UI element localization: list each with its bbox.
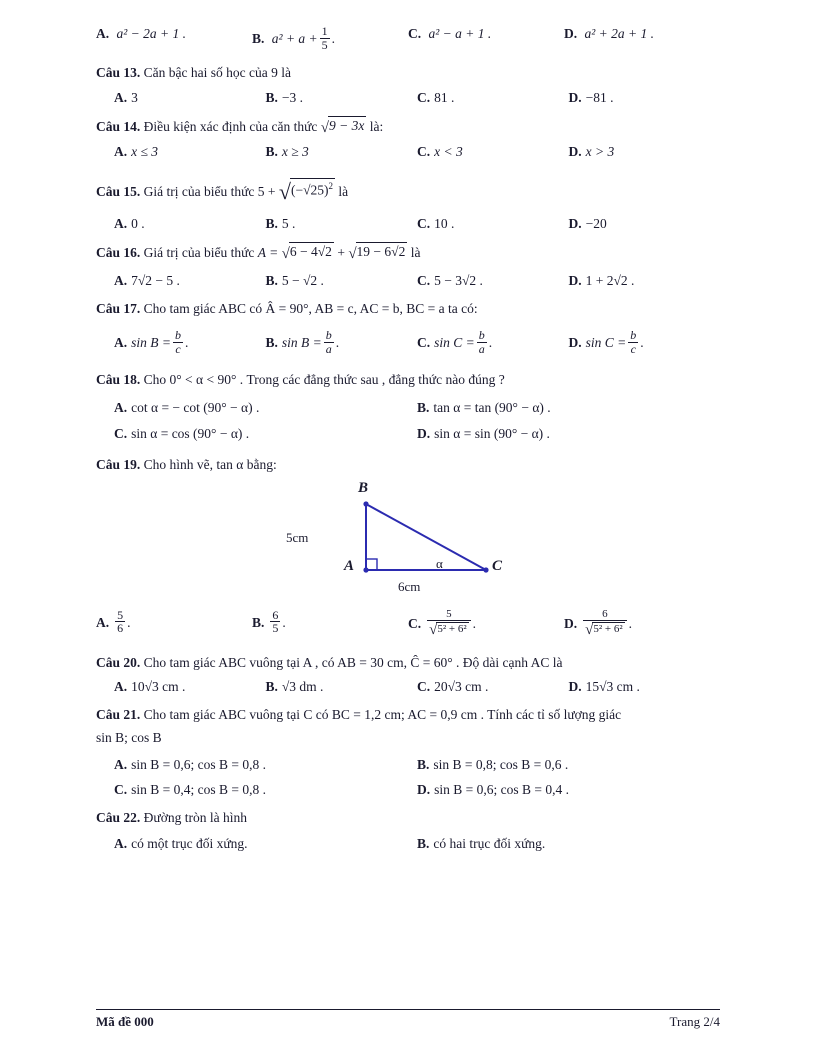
figure-vertex-a: A (344, 557, 355, 574)
option-b[interactable]: B. tan α = tan (90° − α) . (417, 399, 551, 415)
figure-side-left: 5cm (286, 529, 309, 545)
fraction: $\frac{6}{\text{√5² + 6²}}$ (583, 609, 627, 639)
question-19 (96, 456, 720, 474)
option-text: a² − a + 1 . (428, 26, 492, 41)
figure-vertex-c: C (492, 557, 503, 574)
exam-code: Mã đề 000 (96, 1014, 154, 1029)
question-22 (96, 809, 720, 827)
option-b[interactable]: B. √3 dm . (265, 678, 324, 694)
question-13 (96, 64, 720, 82)
option-b[interactable]: B. −3 . (265, 89, 304, 105)
option-text: a² + a + (271, 30, 318, 46)
option-a[interactable] (96, 26, 252, 53)
option-b[interactable]: B. sin B = 0,8; cos B = 0,6 . (417, 757, 569, 773)
fraction: $\frac{1}{5}$ (321, 24, 328, 52)
radical: √19 − 6√2 (348, 243, 406, 262)
option-b[interactable] (252, 26, 408, 53)
question-text: Điều kiện xác định của căn thức (143, 118, 318, 134)
option-c[interactable]: C. sin B = 0,4; cos B = 0,8 . (114, 782, 266, 798)
option-letter: B. (252, 30, 265, 46)
option-a[interactable]: A. sin B = 0,6; cos B = 0,8 . (114, 757, 266, 773)
question-label: Câu 14. (96, 118, 141, 134)
question-text: Cho tam giác ABC có Â = 90°, AB = c, AC = b, BC = a ta có: (143, 300, 478, 316)
option-a[interactable]: A. 3 (114, 89, 138, 105)
option-a[interactable]: A. sin B = $\frac{b}{c}$ . (114, 328, 189, 356)
q22-options (96, 836, 720, 852)
triangle-figure (96, 479, 720, 602)
option-a[interactable]: A. $\frac{5}{6}$ . (96, 607, 131, 636)
option-letter: A. (96, 26, 110, 41)
question-text-tail: là (410, 244, 421, 260)
page-content (96, 26, 720, 852)
option-letter: D. (564, 26, 578, 41)
option-d[interactable]: D. sin C = $\frac{b}{c}$ . (568, 328, 644, 356)
radical: √5² + 6² (429, 622, 467, 639)
question-label: Câu 19. (96, 456, 141, 472)
question-15 (96, 174, 720, 204)
q16-options (96, 273, 720, 289)
question-20 (96, 654, 720, 672)
figure-side-bottom: 6cm (398, 578, 421, 594)
question-text: Giá trị của biểu thức (143, 183, 255, 199)
fraction: $\frac{6}{5}$ (272, 607, 279, 636)
question-label: Câu 22. (96, 810, 141, 826)
question-16: Câu 16. Giá trị của biểu thức A = √6 − 4√2 + √19 − 6√2 là (96, 243, 421, 262)
option-d[interactable]: D. sin α = sin (90° − α) . (417, 425, 550, 441)
option-d[interactable]: D. −20 (568, 215, 607, 231)
page-footer (96, 1009, 720, 1030)
question-text: Cho hình vẽ, tan α bằng: (143, 456, 277, 472)
option-b[interactable]: B. 5 − √2 . (265, 272, 324, 288)
option-c[interactable]: C. 20√3 cm . (417, 678, 489, 694)
option-c[interactable]: C. 81 . (417, 89, 455, 105)
question-21 (96, 706, 720, 724)
radical: √9 − 3x (320, 117, 365, 136)
question-text: Cho 0° < α < 90° . Trong các đẳng thức sau , đẳng thức nào đúng ? (143, 372, 505, 388)
question-text: Cho tam giác ABC vuông tại A , có AB = 30 cm, Ĉ = 60° . Độ dài cạnh AC là (143, 654, 563, 670)
option-c[interactable]: C. x < 3 (417, 143, 463, 159)
fraction: $\frac{b}{a}$ (325, 328, 332, 356)
expression-name: A = (257, 244, 279, 260)
question-18 (96, 371, 720, 389)
option-c[interactable]: C. $\frac{5}{\text{√5² + 6²}}$ . (408, 607, 477, 639)
option-a[interactable]: A. 7√2 − 5 . (114, 272, 180, 288)
question-label: Câu 13. (96, 65, 141, 81)
question-14 (96, 117, 720, 137)
fraction: $\frac{b}{c}$ (630, 328, 637, 356)
q21-options-row1 (96, 757, 720, 773)
q20-options (96, 679, 720, 695)
q18-options-row1 (96, 400, 720, 416)
question-text-tail: là (338, 183, 349, 199)
fraction: $\frac{b}{c}$ (175, 328, 181, 356)
option-b[interactable]: B. sin B = $\frac{b}{a}$ . (265, 328, 340, 356)
option-d[interactable]: D. 1 + 2√2 . (568, 272, 635, 288)
fraction: $\frac{5}{6}$ (117, 607, 124, 636)
option-a[interactable]: A. 0 . (114, 215, 145, 231)
fraction: $\frac{5}{\text{√5² + 6²}}$ (427, 609, 471, 639)
radical: $√(-√25)^2$ (278, 178, 334, 204)
option-c[interactable]: C. sin C = $\frac{b}{a}$ . (417, 328, 493, 356)
figure-vertex-b: B (358, 479, 369, 496)
option-d[interactable]: D. $\frac{6}{\text{√5² + 6²}}$ . (564, 607, 633, 639)
option-d[interactable]: D. −81 . (568, 89, 614, 105)
page-number: Trang 2/4 (669, 1014, 720, 1029)
question-text: Đường tròn là hình (143, 810, 247, 826)
q21-options-row2 (96, 782, 720, 798)
option-c[interactable]: C. 5 − 3√2 . (417, 272, 483, 288)
option-letter: C. (408, 26, 422, 41)
option-a[interactable]: A. x ≤ 3 (114, 143, 159, 159)
q18-options-row2 (96, 426, 720, 442)
question-label: Câu 16. (96, 244, 141, 260)
q15-options (96, 216, 720, 232)
question-text-tail: là: (369, 118, 384, 134)
option-tail: . (331, 30, 336, 46)
question-label: Câu 21. (96, 706, 141, 722)
question-label: Câu 18. (96, 372, 141, 388)
question-21-line2 (96, 729, 720, 747)
option-b[interactable]: B. $\frac{6}{5}$ . (252, 607, 286, 636)
option-a[interactable]: A. cot α = − cot (90° − α) . (114, 399, 260, 415)
radical: √5² + 6² (585, 622, 623, 639)
question-label: Câu 20. (96, 654, 141, 670)
fraction: $\frac{b}{a}$ (478, 328, 485, 356)
option-d[interactable]: D. sin B = 0,6; cos B = 0,4 . (417, 782, 569, 798)
question-text: Giá trị của biểu thức (143, 244, 255, 260)
q13-options (96, 90, 720, 106)
option-b[interactable]: B. có hai trục đối xứng. (417, 835, 546, 851)
option-b[interactable]: B. 5 . (265, 215, 296, 231)
option-text: a² + 2a + 1 . (584, 26, 655, 41)
q17-options (96, 330, 720, 357)
option-c[interactable] (408, 26, 564, 53)
question-label: Câu 15. (96, 183, 141, 199)
figure-angle-alpha: α (436, 555, 443, 571)
q14-options (96, 144, 720, 160)
option-a[interactable]: A. có một trục đối xứng. (114, 835, 248, 851)
option-a[interactable]: A. 10√3 cm . (114, 678, 186, 694)
expression-lead: 5 + (257, 183, 276, 199)
question-text-cont: sin B; cos B (96, 730, 162, 746)
option-d[interactable]: D. 15√3 cm . (568, 678, 640, 694)
question-text: Căn bậc hai số học của 9 là (143, 65, 291, 81)
question-17 (96, 300, 720, 318)
question-label: Câu 17. (96, 300, 141, 316)
question-text: Cho tam giác ABC vuông tại C có BC = 1,2 cm; AC = 0,9 cm . Tính các tỉ số lượng giác (143, 706, 622, 722)
q12-options (96, 26, 720, 53)
option-b[interactable]: B. x ≥ 3 (265, 143, 309, 159)
option-c[interactable]: C. sin α = cos (90° − α) . (114, 425, 250, 441)
option-d[interactable]: D. x > 3 (568, 143, 615, 159)
q19-options (96, 607, 720, 640)
option-d[interactable] (564, 26, 720, 53)
option-text: a² − 2a + 1 . (116, 26, 187, 41)
radical: √6 − 4√2 (281, 243, 332, 262)
option-c[interactable]: C. 10 . (417, 215, 455, 231)
